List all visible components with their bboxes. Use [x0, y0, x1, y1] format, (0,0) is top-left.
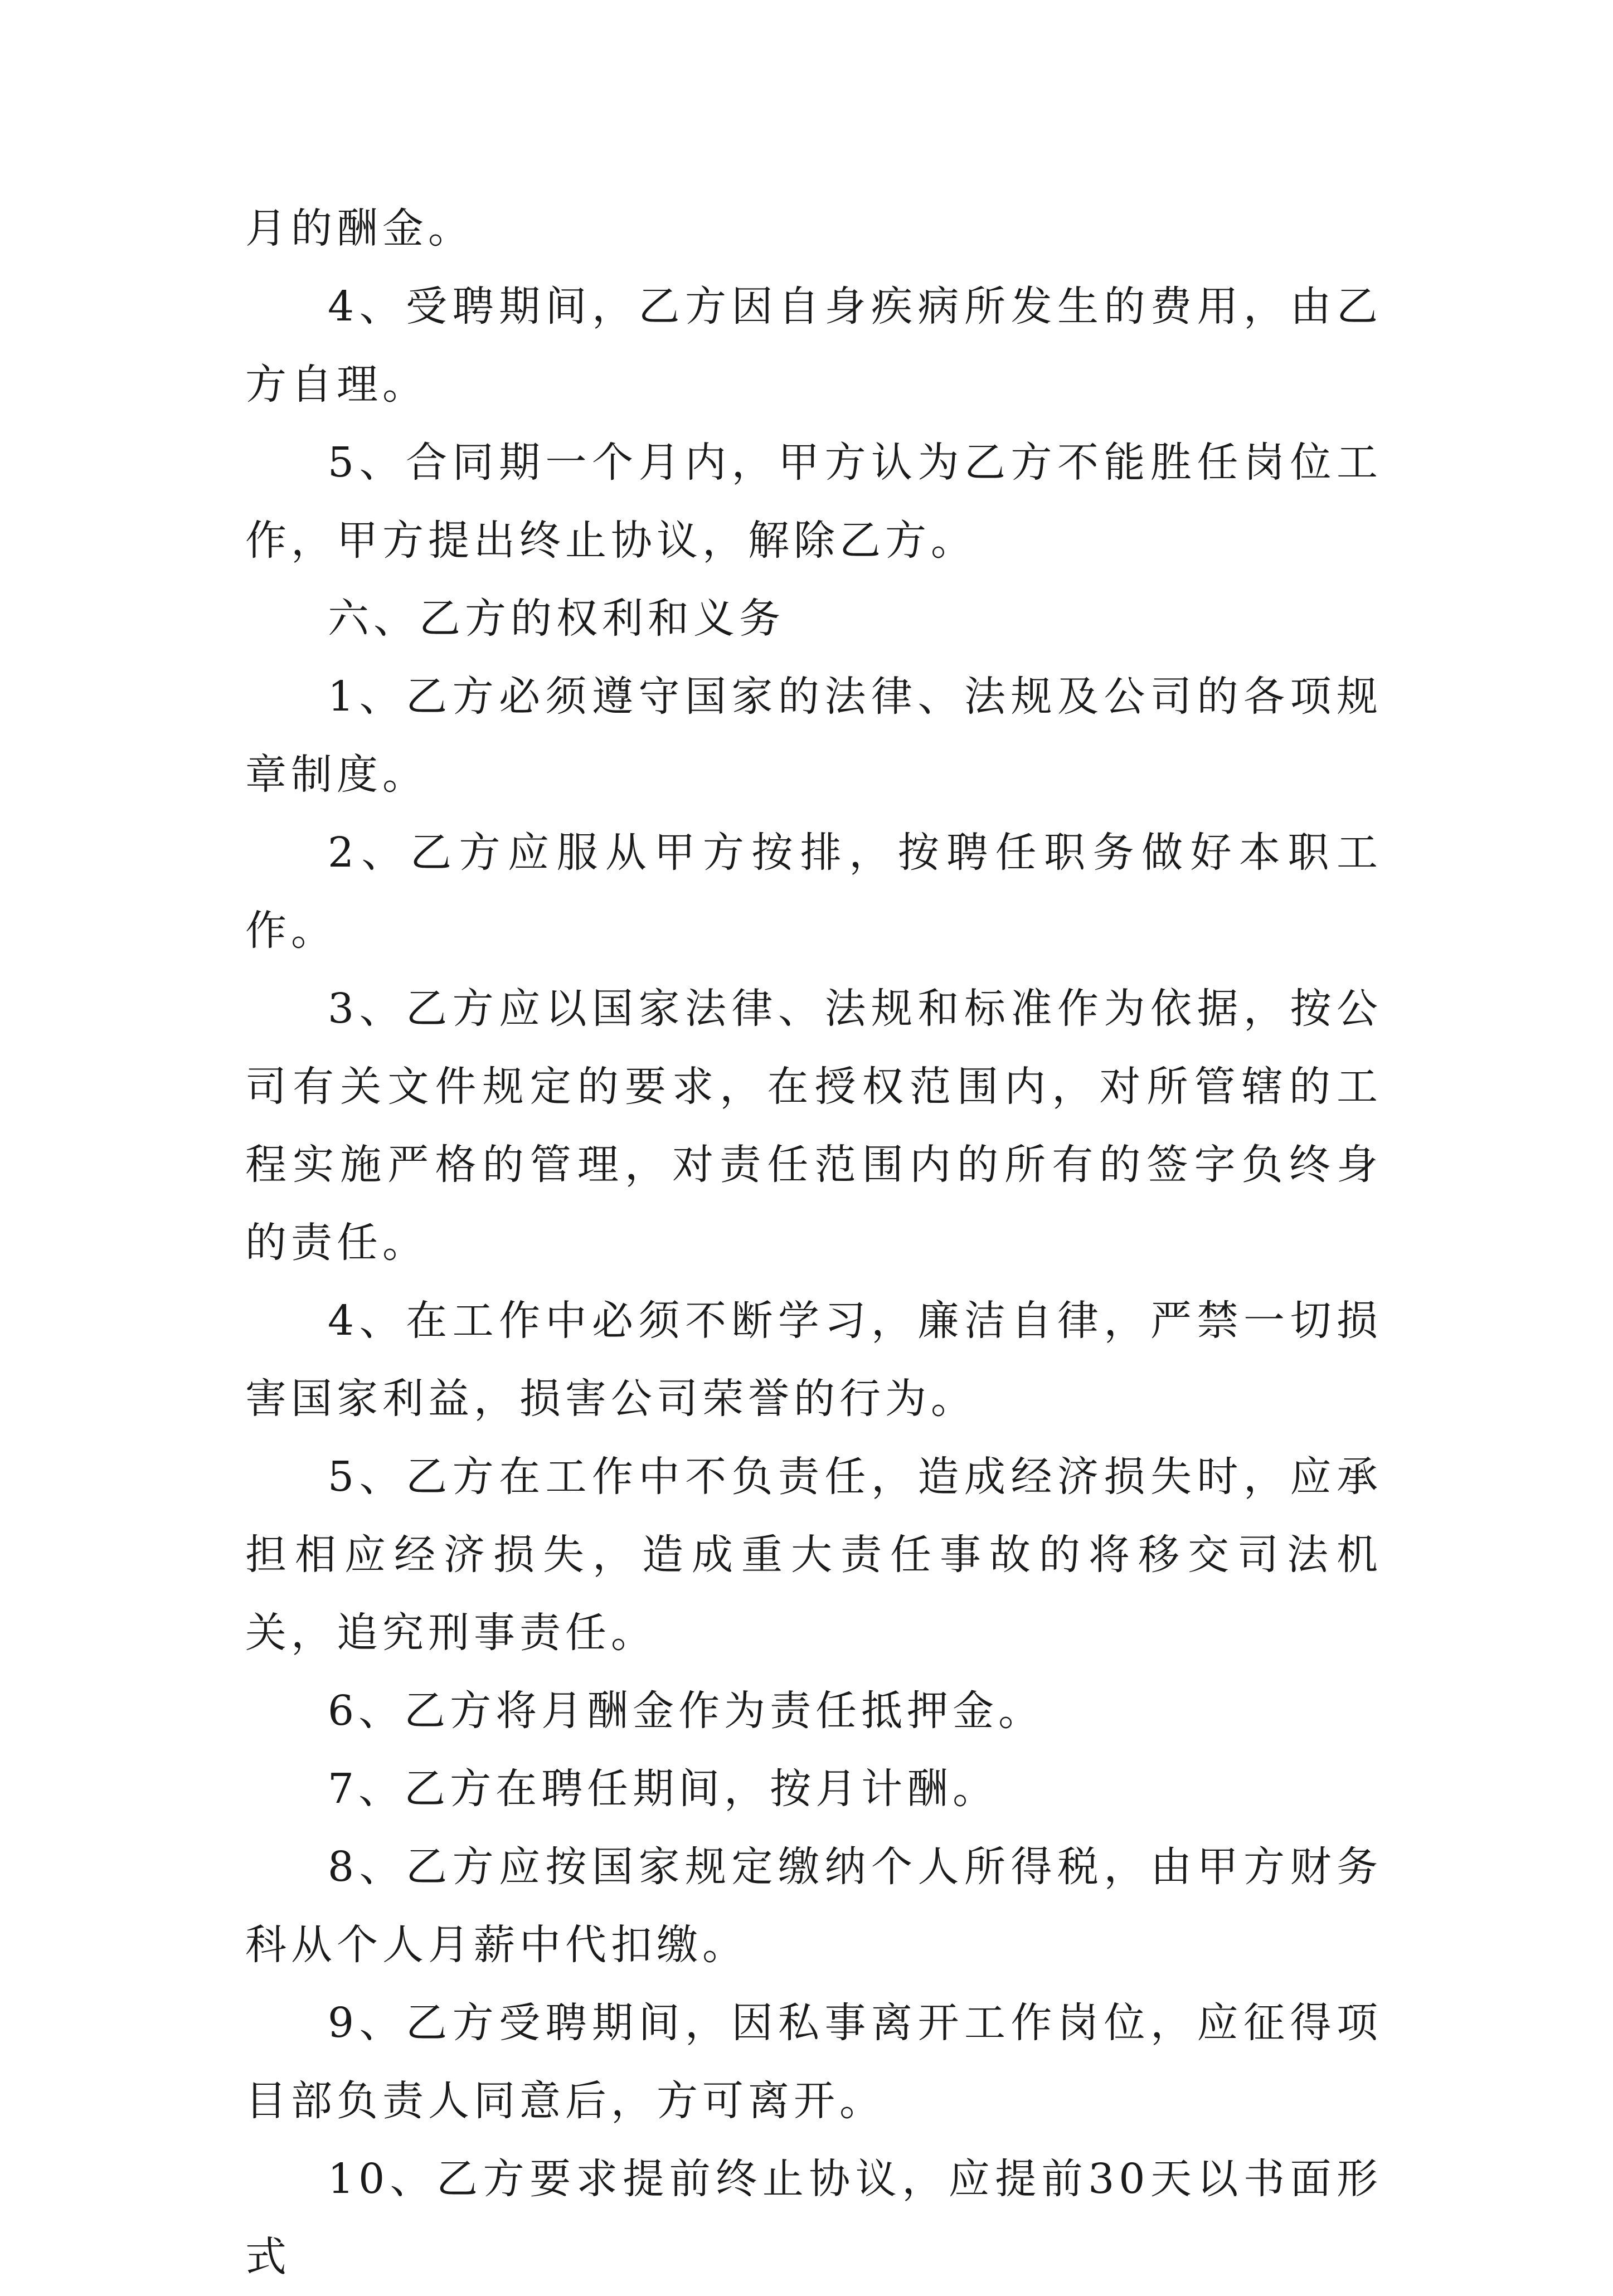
paragraph: 4、在工作中必须不断学习，廉洁自律，严禁一切损害国家利益，损害公司荣誉的行为。: [245, 1297, 1382, 1423]
paragraph: 5、合同期一个月内，甲方认为乙方不能胜任岗位工作，甲方提出终止协议，解除乙方。: [245, 439, 1382, 565]
paragraph: 5、乙方在工作中不负责任，造成经济损失时，应承担相应经济损失，造成重大责任事故的将移交司法机关，追究刑事责任。: [245, 1453, 1382, 1657]
paragraph: 9、乙方受聘期间，因私事离开工作岗位，应征得项目部负责人同意后，方可离开。: [245, 1999, 1382, 2125]
paragraph: 8、乙方应按国家规定缴纳个人所得税，由甲方财务科从个人月薪中代扣缴。: [245, 1843, 1382, 1969]
paragraph: 6、乙方将月酬金作为责任抵押金。: [328, 1687, 1044, 1735]
paragraph: 10、乙方要求提前终止协议，应提前30天以书面形式: [245, 2155, 1382, 2281]
section-heading: 六、乙方的权利和义务: [328, 595, 785, 643]
document-body: [245, 189, 1382, 2296]
paragraph: 4、受聘期间，乙方因自身疾病所发生的费用，由乙方自理。: [245, 283, 1382, 408]
paragraph: 7、乙方在聘任期间，按月计酬。: [328, 1765, 999, 1813]
paragraph: 1、乙方必须遵守国家的法律、法规及公司的各项规章制度。: [245, 673, 1382, 799]
paragraph: 2、乙方应服从甲方按排，按聘任职务做好本职工作。: [245, 829, 1382, 955]
paragraph: 月的酬金。: [245, 205, 474, 252]
paragraph: 3、乙方应以国家法律、法规和标准作为依据，按公司有关文件规定的要求，在授权范围内，对所管辖的工程实施严格的管理，对责任范围内的所有的签字负终身的责任。: [245, 985, 1382, 1267]
